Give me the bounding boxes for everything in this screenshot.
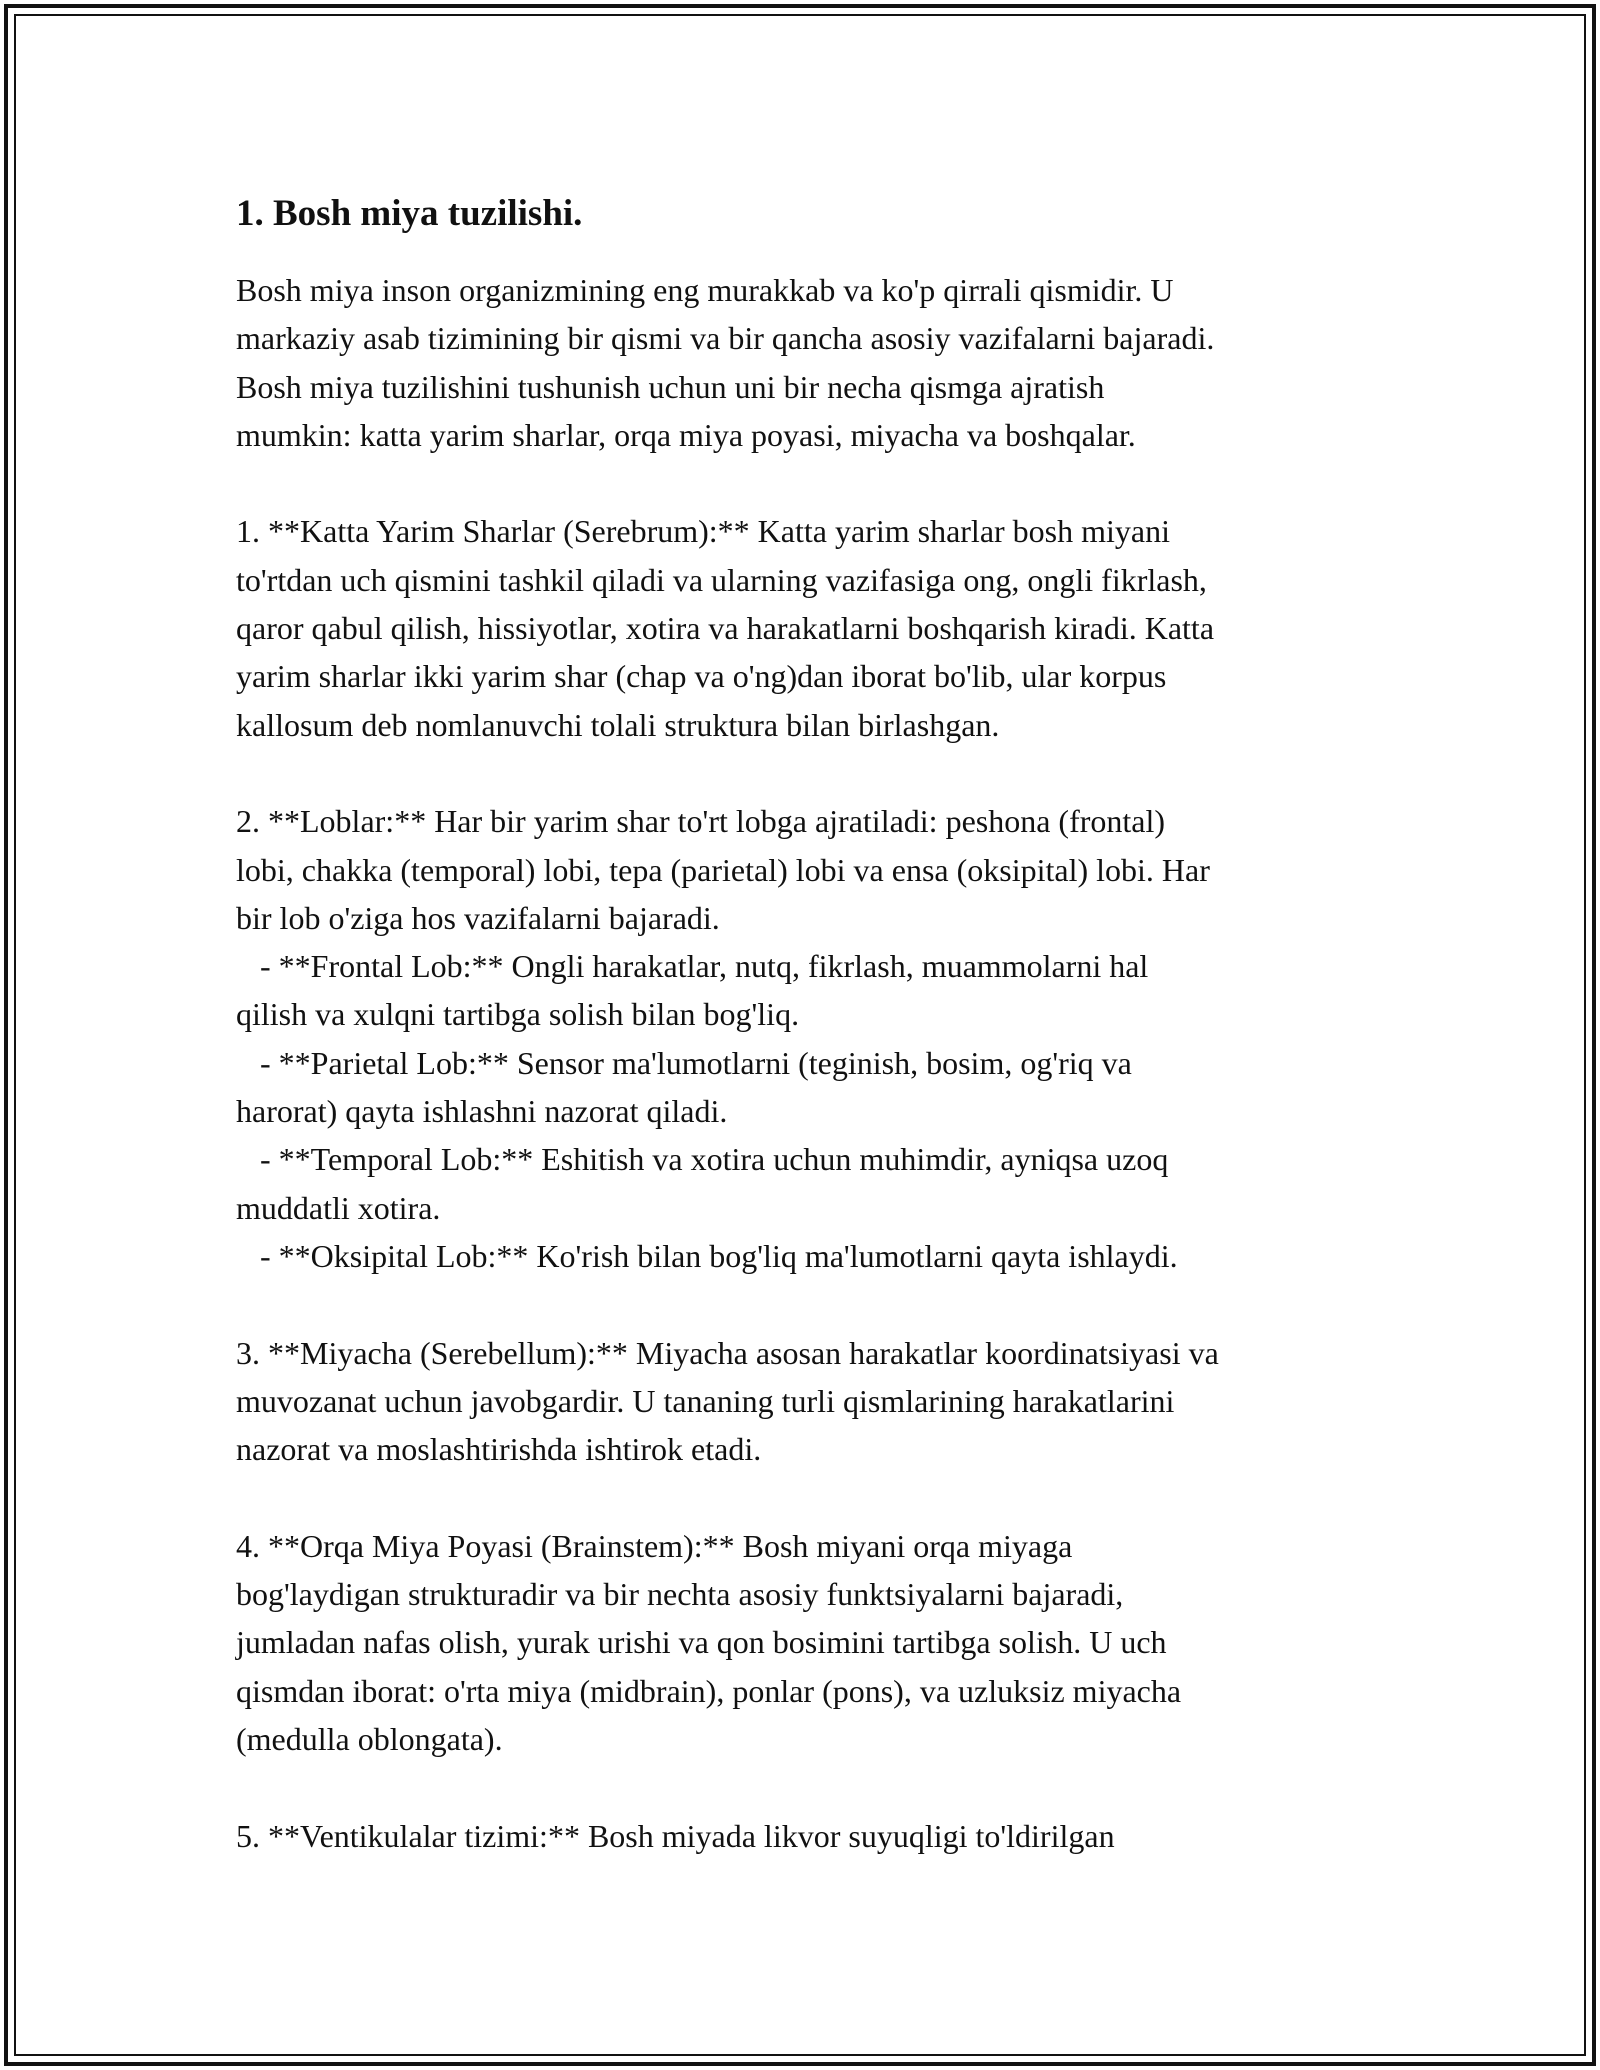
paragraph xyxy=(236,266,1396,459)
text-line: 5. **Ventikulalar tizimi:** Bosh miyada likvor suyuqligi to'ldirilgan xyxy=(236,1817,1115,1854)
paragraph xyxy=(236,1522,1396,1763)
paragraph xyxy=(236,797,1396,1280)
text-line: lobi, chakka (temporal) lobi, tepa (parietal) lobi va ensa (oksipital) lobi. Har xyxy=(236,851,1210,888)
section-heading: 1. Bosh miya tuzilishi. xyxy=(236,193,583,234)
text-line: bir lob o'ziga hos vazifalarni bajaradi. xyxy=(236,899,720,936)
text-line: qismdan iborat: o'rta miya (midbrain), ponlar (pons), va uzluksiz miyacha xyxy=(236,1672,1182,1709)
text-line: jumladan nafas olish, yurak urishi va qon bosimini tartibga solish. U uch xyxy=(236,1624,1167,1661)
text-line: harorat) qayta ishlashni nazorat qiladi. xyxy=(236,1093,728,1130)
document-body xyxy=(236,186,1396,1908)
paragraph xyxy=(236,1329,1396,1474)
paragraph xyxy=(236,1812,1396,1860)
text-line: - **Temporal Lob:** Eshitish va xotira uchun muhimdir, ayniqsa uzoq xyxy=(236,1141,1169,1178)
text-line: yarim sharlar ikki yarim shar (chap va o'ng)dan iborat bo'lib, ular korpus xyxy=(236,658,1167,695)
text-line: to'rtdan uch qismini tashkil qiladi va ularning vazifasiga ong, ongli fikrlash, xyxy=(236,561,1207,598)
text-line: 1. **Katta Yarim Sharlar (Serebrum):** Katta yarim sharlar bosh miyani xyxy=(236,513,1170,550)
text-line: kallosum deb nomlanuvchi tolali struktura bilan birlashgan. xyxy=(236,706,1000,743)
text-line: qaror qabul qilish, hissiyotlar, xotira va harakatlarni boshqarish kiradi. Katta xyxy=(236,610,1215,647)
text-line: markaziy asab tizimining bir qismi va bir qancha asosiy vazifalarni bajaradi. xyxy=(236,320,1215,357)
text-line: muvozanat uchun javobgardir. U tananing turli qismlarining harakatlarini xyxy=(236,1382,1175,1419)
text-line: muddatli xotira. xyxy=(236,1189,441,1226)
text-line: (medulla oblongata). xyxy=(236,1720,503,1757)
text-line: - **Parietal Lob:** Sensor ma'lumotlarni (teginish, bosim, og'riq va xyxy=(236,1044,1132,1081)
paragraph-list xyxy=(236,266,1396,1860)
text-line: Bosh miya tuzilishini tushunish uchun uni bir necha qismga ajratish xyxy=(236,368,1105,405)
text-line: Bosh miya inson organizmining eng murakkab va ko'p qirrali qismidir. U xyxy=(236,272,1174,308)
text-line: nazorat va moslashtirishda ishtirok etadi. xyxy=(236,1431,762,1468)
text-line: 4. **Orqa Miya Poyasi (Brainstem):** Bosh miyani orqa miyaga xyxy=(236,1527,1073,1564)
text-line: 2. **Loblar:** Har bir yarim shar to'rt lobga ajratiladi: peshona (frontal) xyxy=(236,803,1166,840)
text-line: - **Frontal Lob:** Ongli harakatlar, nutq, fikrlash, muammolarni hal xyxy=(236,948,1149,985)
text-line: bog'laydigan strukturadir va bir nechta asosiy funktsiyalarni bajaradi, xyxy=(236,1576,1124,1613)
text-line: qilish va xulqni tartibga solish bilan bog'liq. xyxy=(236,996,800,1033)
text-line: - **Oksipital Lob:** Ko'rish bilan bog'liq ma'lumotlarni qayta ishlaydi. xyxy=(236,1237,1178,1274)
text-line: mumkin: katta yarim sharlar, orqa miya poyasi, miyacha va boshqalar. xyxy=(236,416,1136,453)
paragraph xyxy=(236,507,1396,748)
text-line: 3. **Miyacha (Serebellum):** Miyacha asosan harakatlar koordinatsiyasi va xyxy=(236,1334,1219,1371)
